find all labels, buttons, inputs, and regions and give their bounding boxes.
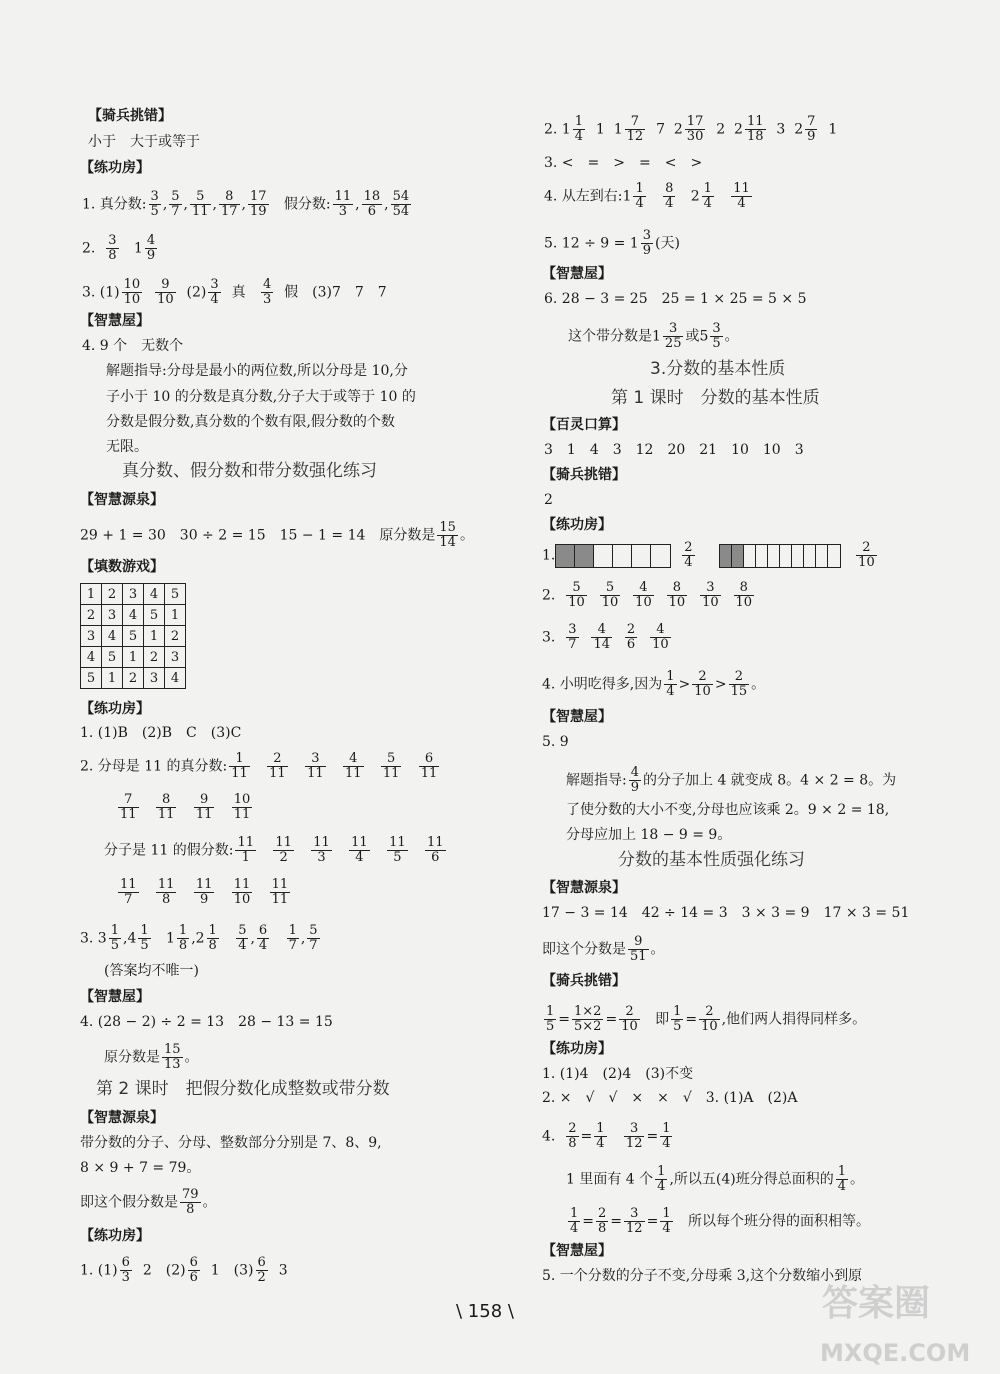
- answer-line: 4. 从左到右:1 $\frac{1}{4}$ $\frac{8}{4}$ 2 $\frac{1}{4}$ $\frac{11}{4}$: [544, 181, 750, 211]
- grid-cell: 4: [102, 626, 123, 647]
- grid-cell: 1: [123, 647, 144, 668]
- grid-cell: 1: [144, 626, 165, 647]
- answer-line: 3 1 4 3 12 20 21 10 10 3: [544, 442, 804, 458]
- number-grid: [80, 583, 186, 689]
- section-header: 【智慧源泉】: [542, 880, 626, 896]
- section-title: 第 1 课时 分数的基本性质: [611, 388, 820, 408]
- watermark-url: MXQE.COM: [820, 1339, 971, 1367]
- answer-line: 1 里面有 4 个 $\frac{1}{4}$ ,所以五(4)班分得总面积的 $\frac{1}{4}$ 。: [566, 1164, 865, 1194]
- answer-line: 2. × √ √ × × √ 3. (1)A (2)A: [542, 1090, 798, 1106]
- explanation-line: 了使分数的大小不变,分母也应该乘 2。9 × 2 = 18,: [566, 802, 890, 818]
- answer-line: 5. 一个分数的分子不变,分母乘 3,这个分数缩小到原: [542, 1268, 863, 1284]
- grid-cell: 3: [123, 584, 144, 605]
- grid-cell: 2: [144, 647, 165, 668]
- answer-line: 6. 28 − 3 = 25 25 = 1 × 25 = 5 × 5: [544, 291, 807, 307]
- page-number: \ 158 \: [456, 1301, 514, 1322]
- section-header: 【智慧屋】: [80, 989, 150, 1005]
- answer-q1: 1. 真分数: $\frac{3}{5}$ , $\frac{5}{7}$ , $\frac{5}{11}$ , $\frac{8}{17}$ , $\frac{17}{19}$ 假分数: $\frac{11}{3}$ , $\frac{18}{6}$ , $\frac{54}{54}$: [82, 189, 410, 219]
- explanation-line: 无限。: [106, 439, 148, 455]
- note: (答案均不唯一): [104, 963, 199, 979]
- grid-cell: 2: [123, 668, 144, 689]
- section-header: 【练功房】: [542, 1041, 612, 1057]
- answer-q3: 3. (1) $\frac{10}{10}$ $\frac{9}{10}$ (2) $\frac{3}{4}$ 真 $\frac{4}{3}$ 假 (3)7 7 7: [82, 277, 387, 307]
- section-header: 【智慧源泉】: [80, 1110, 164, 1126]
- grid-cell: 3: [144, 668, 165, 689]
- grid-cell: 1: [165, 605, 186, 626]
- answer-line: $\frac{1}{4}$ = $\frac{2}{8}$ = $\frac{3}{12}$ = $\frac{1}{4}$ 所以每个班分得的面积相等。: [570, 1206, 870, 1236]
- section-title: 分数的基本性质强化练习: [618, 850, 805, 870]
- fraction-bar: [555, 544, 671, 568]
- grid-cell: 1: [81, 584, 102, 605]
- grid-cell: 5: [165, 584, 186, 605]
- section-header: 【百灵口算】: [542, 417, 626, 433]
- section-header: 【智慧屋】: [542, 709, 612, 725]
- grid-cell: 2: [165, 626, 186, 647]
- section-header: 【骑兵挑错】: [88, 108, 172, 124]
- grid-cell: 3: [165, 647, 186, 668]
- section-header: 【骑兵挑错】: [542, 973, 626, 989]
- fraction-bar: [719, 544, 841, 568]
- explanation-line: 子小于 10 的分数是真分数,分子大于或等于 10 的: [106, 389, 416, 405]
- grid-cell: 5: [81, 668, 102, 689]
- section-header: 【智慧屋】: [542, 266, 612, 282]
- answer-line: 分子是 11 的假分数: $\frac{11}{1}$ $\frac{11}{2}$ $\frac{11}{3}$ $\frac{11}{4}$ $\frac{11}{5}$ $\frac{11}{6}$: [104, 835, 444, 865]
- answer-line: 17 − 3 = 14 42 ÷ 14 = 3 3 × 3 = 9 17 × 3 = 51: [542, 905, 910, 921]
- answer-line: 1. (1)4 (2)4 (3)不变: [542, 1066, 694, 1082]
- answer-line: 1. (1) $\frac{6}{3}$ 2 (2) $\frac{6}{6}$ 1 (3) $\frac{6}{2}$ 3: [80, 1255, 288, 1285]
- section-header: 【练功房】: [80, 160, 150, 176]
- answer-line: $\frac{11}{7}$ $\frac{11}{8}$ $\frac{11}{9}$ $\frac{11}{10}$ $\frac{11}{11}$: [120, 877, 289, 907]
- answer-line: 原分数是 $\frac{15}{13}$ 。: [104, 1042, 199, 1072]
- section-header: 【练功房】: [80, 701, 150, 717]
- grid-cell: 5: [102, 647, 123, 668]
- fraction-bars-row: 1. $\frac{2}{4}$ $\frac{2}{10}$: [542, 540, 875, 570]
- section-header: 【骑兵挑错】: [542, 467, 626, 483]
- answer-line: 2. 1 $\frac{1}{4}$ 1 1 $\frac{7}{12}$ 7 2 $\frac{17}{30}$ 2 2 $\frac{11}{18}$ 3 2 $\frac{7}{9}$ 1: [544, 114, 838, 144]
- grid-cell: 5: [123, 626, 144, 647]
- answer-line: 这个带分数是1 $\frac{3}{25}$ 或5 $\frac{3}{5}$ 。: [568, 321, 739, 351]
- section-header: 【智慧源泉】: [80, 492, 164, 508]
- grid-cell: 4: [81, 647, 102, 668]
- answer-line: 5. 12 ÷ 9 = 1 $\frac{3}{9}$ (天): [544, 228, 680, 258]
- answer-line: 3. $\frac{3}{7}$ $\frac{4}{14}$ $\frac{2}{6}$ $\frac{4}{10}$: [542, 622, 669, 652]
- grid-cell: 4: [123, 605, 144, 626]
- explanation-line: 分数是假分数,真分数的个数有限,假分数的个数: [106, 414, 395, 430]
- grid-cell: 2: [102, 584, 123, 605]
- section-header: 【智慧屋】: [542, 1243, 612, 1259]
- answer-line: 4. (28 − 2) ÷ 2 = 13 28 − 13 = 15: [80, 1014, 333, 1030]
- explanation-line: 分母应加上 18 − 9 = 9。: [566, 827, 732, 843]
- grid-cell: 2: [81, 605, 102, 626]
- grid-cell: 1: [102, 668, 123, 689]
- answer-q4: 4. 9 个 无数个: [82, 338, 184, 354]
- answer-line: $\frac{1}{5}$ = $\frac{1\times 2}{5\times 2}$ = $\frac{2}{10}$ 即 $\frac{1}{5}$ = $\frac{2}{10}$ ,他们两人捐得同样多。: [546, 1004, 867, 1034]
- answer-line: 29 + 1 = 30 30 ÷ 2 = 15 15 − 1 = 14 原分数是 $\frac{15}{14}$ 。: [80, 520, 474, 550]
- section-header: 【练功房】: [542, 517, 612, 533]
- answer-q2: 2. $\frac{3}{8}$ 1 $\frac{4}{9}$: [82, 233, 156, 263]
- answer-line: 1. (1)B (2)B C (3)C: [80, 725, 242, 741]
- answer-line: $\frac{7}{11}$ $\frac{8}{11}$ $\frac{9}{11}$ $\frac{10}{11}$: [120, 792, 251, 822]
- explanation-line: 解题指导: $\frac{4}{9}$ 的分子加上 4 就变成 8。4 × 2 = 8。为: [566, 765, 897, 795]
- answer-line: 5. 9: [542, 734, 569, 750]
- grid-cell: 5: [144, 605, 165, 626]
- answer-line: 4. $\frac{2}{8}$ = $\frac{1}{4}$ $\frac{3}{12}$ = $\frac{1}{4}$: [542, 1121, 671, 1151]
- section-header: 【填数游戏】: [80, 559, 164, 575]
- grid-cell: 4: [165, 668, 186, 689]
- grid-cell: 3: [81, 626, 102, 647]
- answer-line: 带分数的分子、分母、整数部分分别是 7、8、9,: [80, 1135, 382, 1151]
- section-header: 【练功房】: [80, 1228, 150, 1244]
- answer-line: 小于 大于或等于: [88, 134, 200, 150]
- answer-line: 3. < = > = < >: [544, 155, 703, 171]
- answer-line: 即这个分数是 $\frac{9}{51}$ 。: [542, 934, 665, 964]
- grid-cell: 3: [102, 605, 123, 626]
- section-title: 真分数、假分数和带分数强化练习: [122, 461, 377, 481]
- watermark-logo: 答案圈: [822, 1283, 931, 1324]
- section-header: 【智慧屋】: [80, 313, 150, 329]
- answer-line: 2. $\frac{5}{10}$ $\frac{5}{10}$ $\frac{4}{10}$ $\frac{8}{10}$ $\frac{3}{10}$ $\frac{8}{10}$: [542, 580, 753, 610]
- answer-line: 2: [544, 492, 553, 508]
- answer-line: 即这个假分数是 $\frac{79}{8}$ 。: [80, 1187, 217, 1217]
- explanation-line: 解题指导:分母是最小的两位数,所以分母是 10,分: [106, 363, 408, 379]
- section-title: 3.分数的基本性质: [650, 359, 786, 379]
- section-title: 第 2 课时 把假分数化成整数或带分数: [96, 1079, 390, 1099]
- answer-line: 4. 小明吃得多,因为 $\frac{1}{4}$ > $\frac{2}{10}$ > $\frac{2}{15}$ 。: [542, 669, 766, 699]
- answer-line: 8 × 9 + 7 = 79。: [80, 1160, 201, 1176]
- answer-line: 3. 3 $\frac{1}{5}$ ,4 $\frac{1}{5}$ 1 $\frac{1}{8}$ ,2 $\frac{1}{8}$ $\frac{5}{4}$ , $\frac{6}{4}$ $\frac{1}{7}$ , $\frac{5}{7}$: [80, 923, 318, 953]
- grid-cell: 4: [144, 584, 165, 605]
- answer-line: 2. 分母是 11 的真分数: $\frac{1}{11}$ $\frac{2}{11}$ $\frac{3}{11}$ $\frac{4}{11}$ $\frac{5}{11}$ $\frac{6}{11}$: [80, 751, 438, 781]
